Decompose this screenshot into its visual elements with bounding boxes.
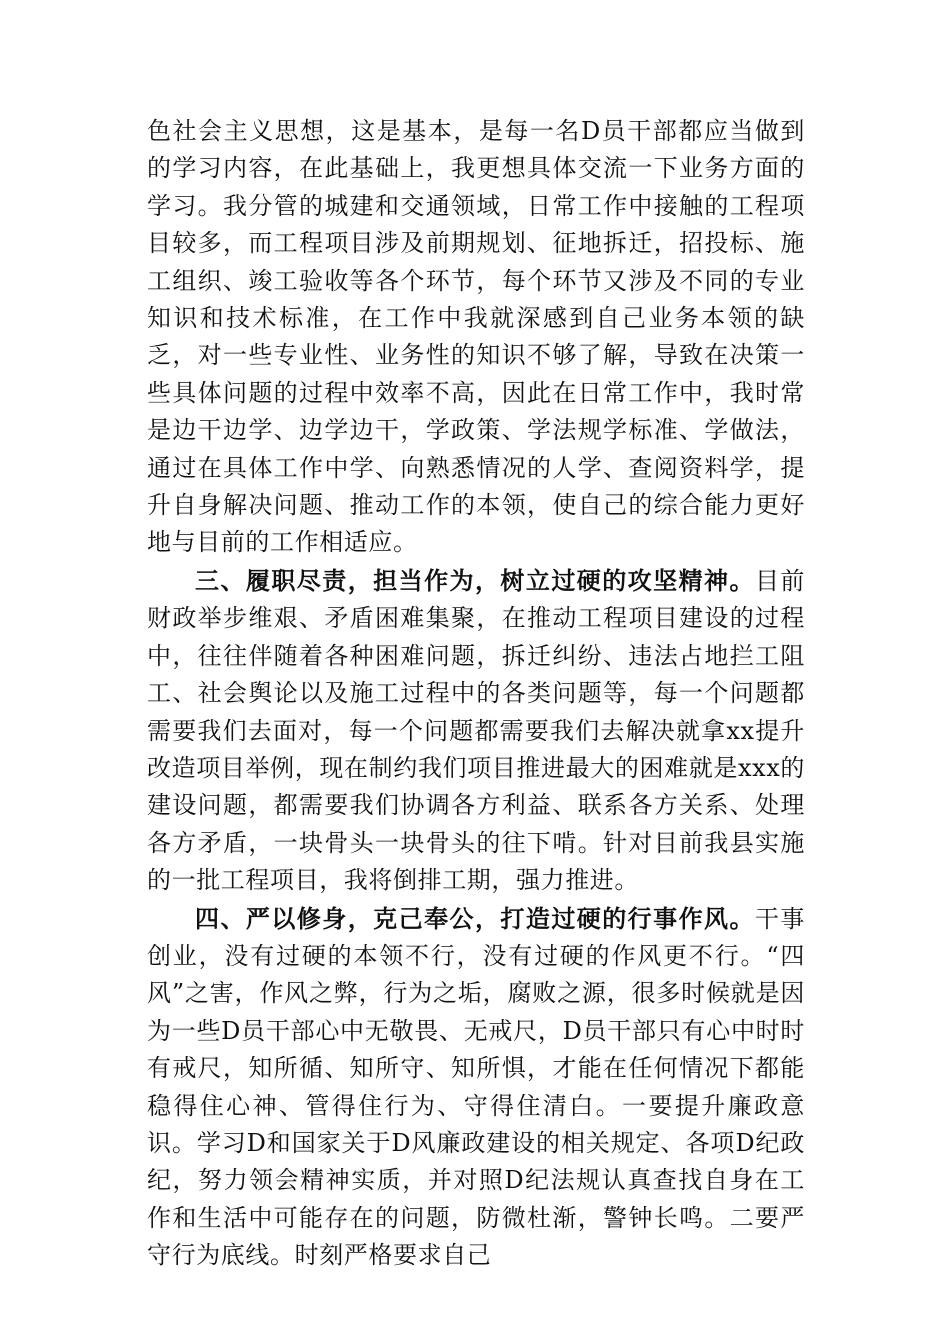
paragraph-text: 干事创业，没有过硬的本领不行，没有过硬的作风更不行。“四风”之害，作风之弊，行为之垢，腐败之源，很多时候就是因为一些D员干部心中无敬畏、无戒尺，D员干部只有心中时时有戒尺，知所循、知所守、知所惧，才能在任何情况下都能稳得住心神、管得住行为、守得住清白。一要提升廉政意识。学习D和国家关于D风廉政建设的相关规定、各项D纪政纪，努力领会精神实质，并对照D纪法规认真查找自身在工作和生活中可能存在的问题，防微杜渐，警钟长鸣。二要严守行为底线。时刻严格要求自己 xyxy=(147,904,806,1270)
section-heading: 三、履职尽责，担当作为，树立过硬的攻坚精神。 xyxy=(195,565,755,595)
paragraph-section-four xyxy=(147,900,805,1275)
section-heading: 四、严以修身，克己奉公，打造过硬的行事作风。 xyxy=(195,903,755,933)
paragraph-text: 目前财政举步维艰、矛盾困难集聚，在推动工程项目建设的过程中，往往伴随着各种困难问题，拆迁纠纷、违法占地拦工阻工、社会舆论以及施工过程中的各类问题等，每一个问题都需要我们去面对，每一个问题都需要我们去解决就拿xx提升改造项目举例，现在制约我们项目推进最大的困难就是xxx的建设问题，都需要我们协调各方利益、联系各方关系、处理各方矛盾，一块骨头一块骨头的往下啃。针对目前我县实施的一批工程项目，我将倒排工期，强力推进。 xyxy=(147,566,806,895)
paragraph-continuation xyxy=(147,113,805,562)
paragraph-text: 色社会主义思想，这是基本，是每一名D员干部都应当做到的学习内容，在此基础上，我更想具体交流一下业务方面的学习。我分管的城建和交通领域，日常工作中接触的工程项目较多，而工程项目涉及前期规划、征地拆迁，招投标、施工组织、竣工验收等各个环节，每个环节又涉及不同的专业知识和技术标准，在工作中我就深感到自己业务本领的缺乏，对一些专业性、业务性的知识不够了解，导致在决策一些具体问题的过程中效率不高，因此在日常工作中，我时常是边干边学、边学边干，学政策、学法规学标准、学做法，通过在具体工作中学、向熟悉情况的人学、查阅资料学，提升自身解决问题、推动工作的本领，使自己的综合能力更好地与目前的工作相适应。 xyxy=(147,117,805,557)
paragraph-section-three xyxy=(147,562,805,900)
document-page xyxy=(147,113,805,1275)
